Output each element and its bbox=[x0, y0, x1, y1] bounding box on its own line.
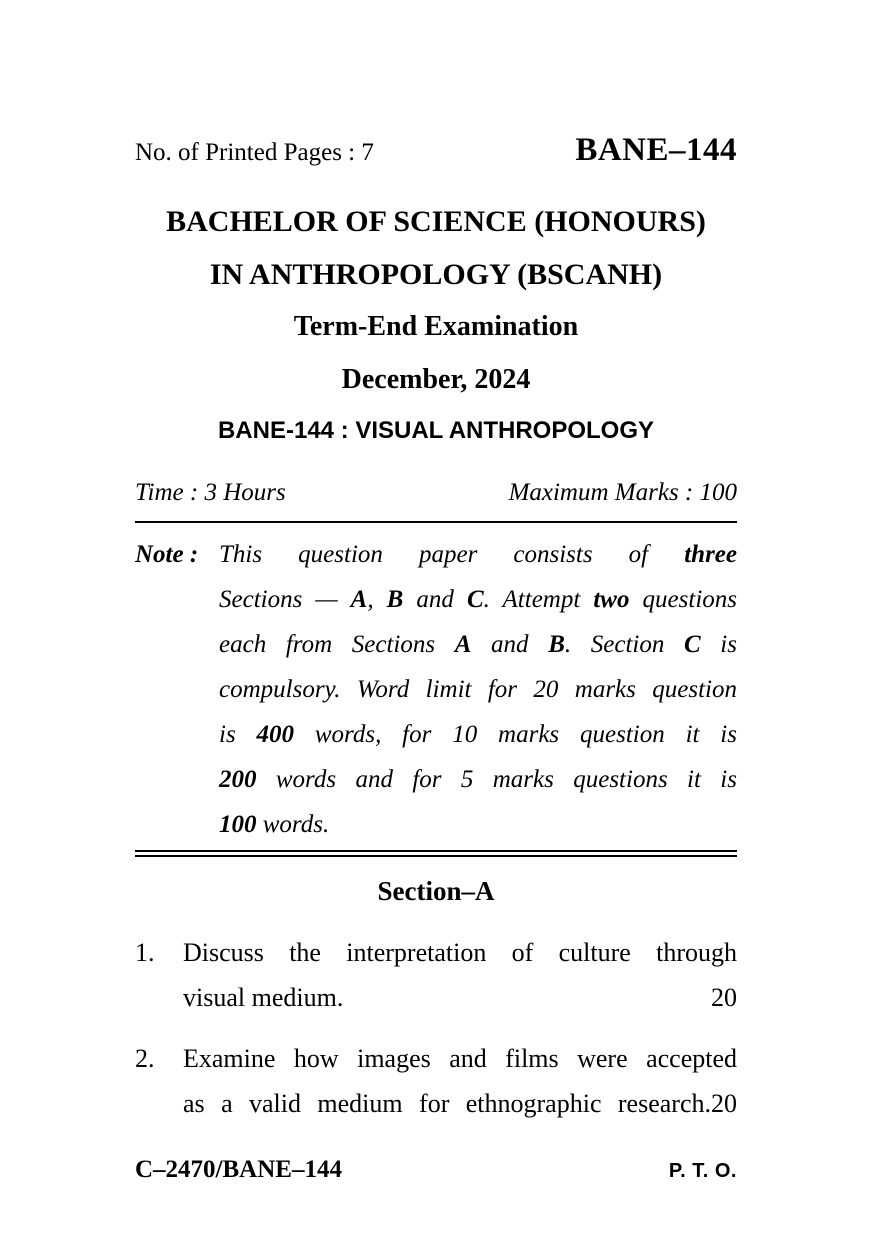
question-1-marks: 20 bbox=[711, 982, 737, 1012]
time-allowed: Time : 3 Hours bbox=[135, 479, 286, 506]
title-block bbox=[135, 207, 737, 443]
section-divider-rule bbox=[135, 850, 737, 857]
pto-label: P. T. O. bbox=[668, 1159, 737, 1182]
question-2-number: 2. bbox=[135, 1043, 155, 1073]
time-marks-row bbox=[135, 479, 737, 508]
note-line: 200 words and for 5 marks questions it is bbox=[219, 765, 737, 793]
paper-code: BANE–144 bbox=[575, 132, 737, 168]
question-1-text bbox=[183, 930, 737, 1020]
note-line: 100 words. bbox=[219, 810, 330, 838]
note-block bbox=[135, 532, 737, 847]
divider-rule bbox=[135, 521, 737, 523]
question-2-line1: Examine how images and films were accepted bbox=[183, 1043, 737, 1073]
question-2 bbox=[135, 1036, 737, 1126]
note-line: compulsory. Word limit for 20 marks question bbox=[219, 675, 737, 703]
note-line: is 400 words, for 10 marks question it is bbox=[219, 720, 737, 748]
note-line: This question paper consists of three bbox=[219, 540, 737, 568]
question-2-line2: as a valid medium for ethnographic research.20 bbox=[183, 1088, 737, 1118]
exam-title: Term-End Examination bbox=[293, 311, 579, 342]
note-label: Note : bbox=[135, 540, 199, 568]
printed-pages-label: No. of Printed Pages : 7 bbox=[135, 139, 374, 166]
note-line: Sections — A, B and C. Attempt two questions bbox=[219, 585, 737, 613]
course-title: BANE-144 : VISUAL ANTHROPOLOGY bbox=[217, 417, 655, 444]
page-footer bbox=[135, 1157, 737, 1182]
programme-title-line1: BACHELOR OF SCIENCE (HONOURS) bbox=[166, 205, 706, 238]
programme-title-line2: IN ANTHROPOLOGY (BSCANH) bbox=[209, 258, 663, 291]
question-1-line1: Discuss the interpretation of culture through bbox=[183, 937, 737, 967]
footer-paper-code: C–2470/BANE–144 bbox=[135, 1155, 342, 1183]
question-2-marks: 20 bbox=[711, 1088, 737, 1118]
question-1-number: 1. bbox=[135, 937, 155, 967]
page-header bbox=[135, 134, 737, 167]
question-1-line2: visual medium. 20 bbox=[183, 975, 737, 1020]
section-a-title: Section–A bbox=[377, 875, 495, 906]
question-1 bbox=[135, 930, 737, 1020]
note-line: each from Sections A and B. Section C is bbox=[219, 630, 737, 658]
exam-date: December, 2024 bbox=[341, 364, 531, 395]
maximum-marks: Maximum Marks : 100 bbox=[508, 479, 737, 506]
note-body bbox=[219, 532, 737, 847]
question-2-text bbox=[183, 1036, 737, 1126]
